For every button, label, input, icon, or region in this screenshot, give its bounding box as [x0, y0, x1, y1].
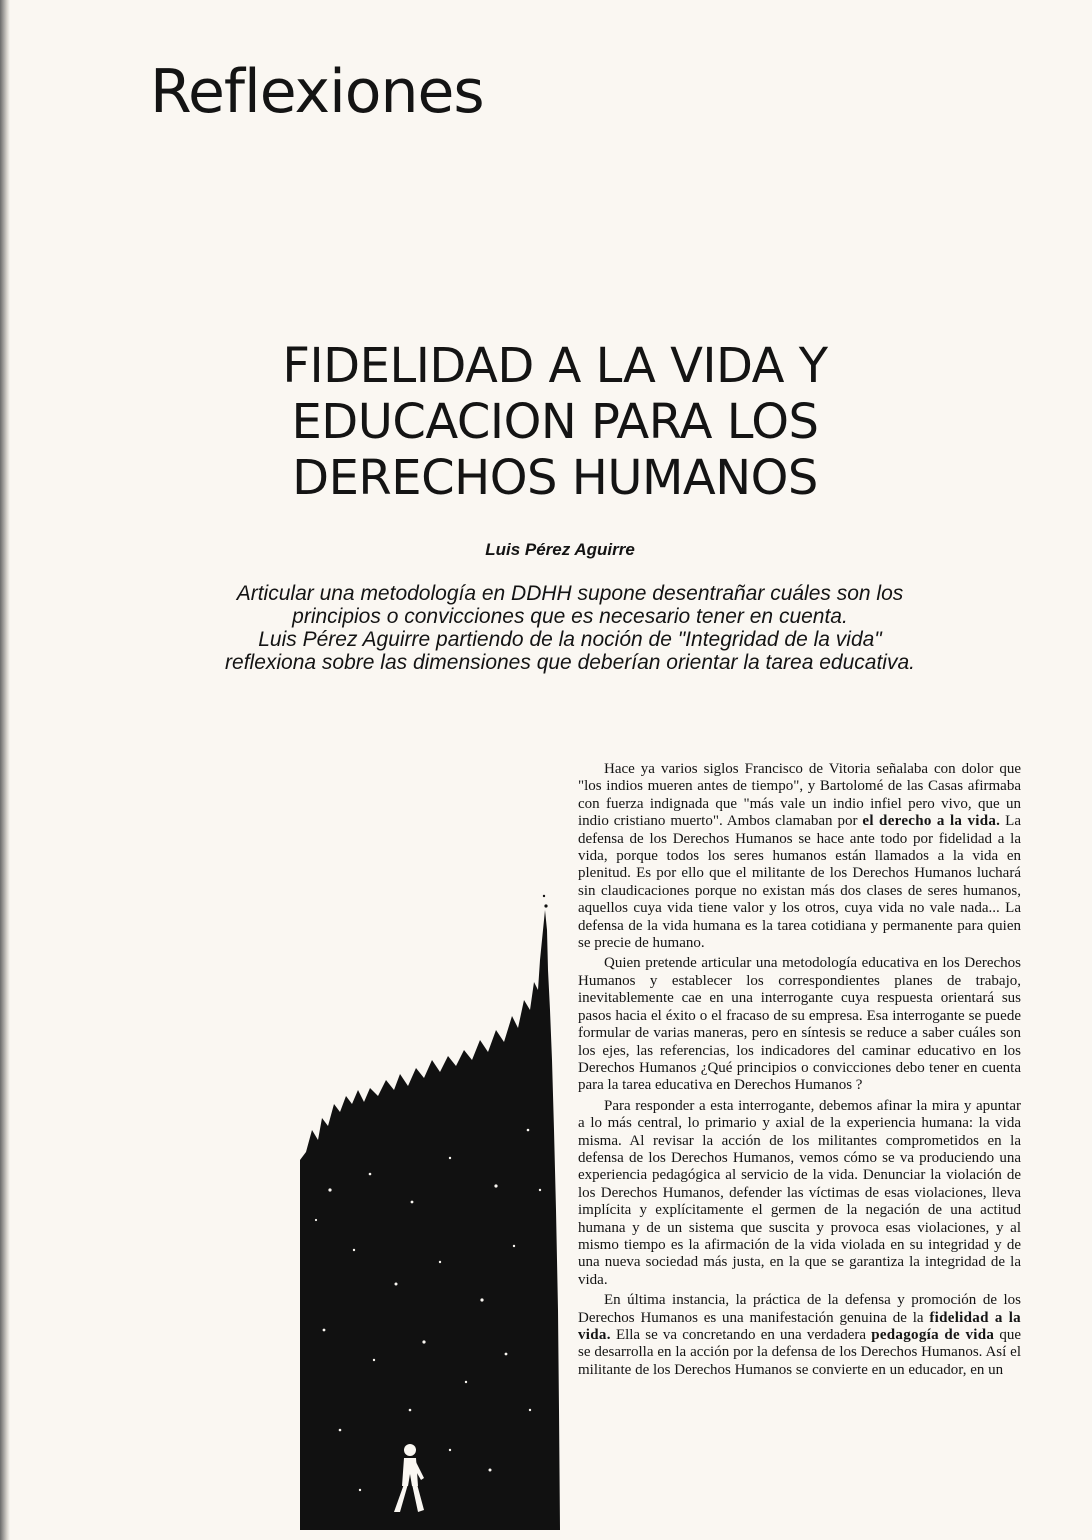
body-paragraph	[578, 1292, 1021, 1379]
text-run: Ella se va concretando en una verdadera	[610, 1327, 872, 1343]
page-edge-shadow	[0, 0, 10, 1540]
article-body	[578, 761, 1021, 1382]
text-run: Hace ya varios siglos Francisco de Vitoria señalaba con dolor que "los indios mueren antes de tiempo", y Bartolomé de las Casas afirmaba con fuerza indignada que "más vale un indio infiel pero vivo, que un indio cristiano muerto". Ambos clamaban por	[578, 761, 1021, 830]
lead-line: principios o convicciones que es necesario tener en cuenta.	[292, 605, 848, 628]
body-paragraph: Quien pretende articular una metodología educativa en los Derechos Humanos y establecer los correspondientes planes de trabajo, inevitablemente cae en una interrogante cuya respuesta orientará sus pasos hacia el éxito o el fracaso de su empresa. Esa interrogante se puede formular de varias maneras, pero en síntesis se reduce a saber cuáles son los ejes, las referencias, los indicadores del caminar educativo en los Derechos Humanos ¿Qué principios o convicciones debo tener en cuenta para la tarea educativa en Derechos Humanos ?	[578, 955, 1021, 1094]
lead-line: reflexiona sobre las dimensiones que deberían orientar la tarea educativa.	[225, 651, 915, 674]
text-run: que se desarrolla en la acción por la defensa de los Derechos Humanos. Así el militante de los Derechos Humanos se convierte en un educador, en un	[578, 1327, 1021, 1378]
emphasis-text: el derecho a la vida.	[862, 813, 1001, 830]
author-byline: Luis Pérez Aguirre	[485, 540, 635, 559]
emphasis-text: fidelidad a la vida.	[578, 1309, 1021, 1343]
lead-line: Articular una metodología en DDHH supone desentrañar cuáles son los	[236, 582, 904, 605]
section-title: Reflexiones	[150, 57, 484, 127]
lead-line: Luis Pérez Aguirre partiendo de la noción de "Integridad de la vida"	[258, 628, 882, 651]
body-paragraph	[578, 761, 1021, 952]
body-paragraph: Para responder a esta interrogante, debemos afinar la mira y apuntar a lo más central, lo primario y axial de la experiencia humana: la vida misma. Al revisar la acción de los militantes comprometidos en la defensa de los Derechos Humanos, vemos cómo se va produciendo una experiencia pedagógica al servicio de la vida. Denunciar la violación de los Derechos Humanos, defender las víctimas de esas violaciones, lleva implícita y explícitamente el germen de la negación de una actitud humana y de un sistema que suscita y provoca esas violaciones, y al mismo tiempo es la afirmación de la vida violada en su integridad y de una nueva sociedad más justa, en la que se garantiza la integridad de la vida.	[578, 1097, 1021, 1288]
emphasis-text: pedagogía de vida	[871, 1327, 995, 1343]
title-line: DERECHOS HUMANOS	[292, 450, 818, 506]
walking-figure-under-night-sky-icon	[300, 890, 560, 1530]
text-run: En última instancia, la práctica de la defensa y promoción de los Derechos Humanos es una manifestación genuina de la	[578, 1292, 1021, 1326]
title-line: FIDELIDAD A LA VIDA Y	[282, 338, 828, 394]
lead-paragraph	[160, 582, 980, 674]
title-line: EDUCACION PARA LOS	[291, 394, 819, 450]
text-run: La defensa de los Derechos Humanos se hace ante todo por fidelidad a la vida, porque todos los seres humanos están llamados a la vida en plenitud. Es por ello que el militante de los Derechos Humanos luchará sin claudicaciones porque no existan más dos clases de seres humanos, aquellos cuya vida tiene valor y los otros, cuya vida no vale nada... La defensa de la vida humana es la tarea cotidiana y permanente para quien se precie de humano.	[578, 813, 1021, 952]
article-title	[200, 338, 910, 506]
